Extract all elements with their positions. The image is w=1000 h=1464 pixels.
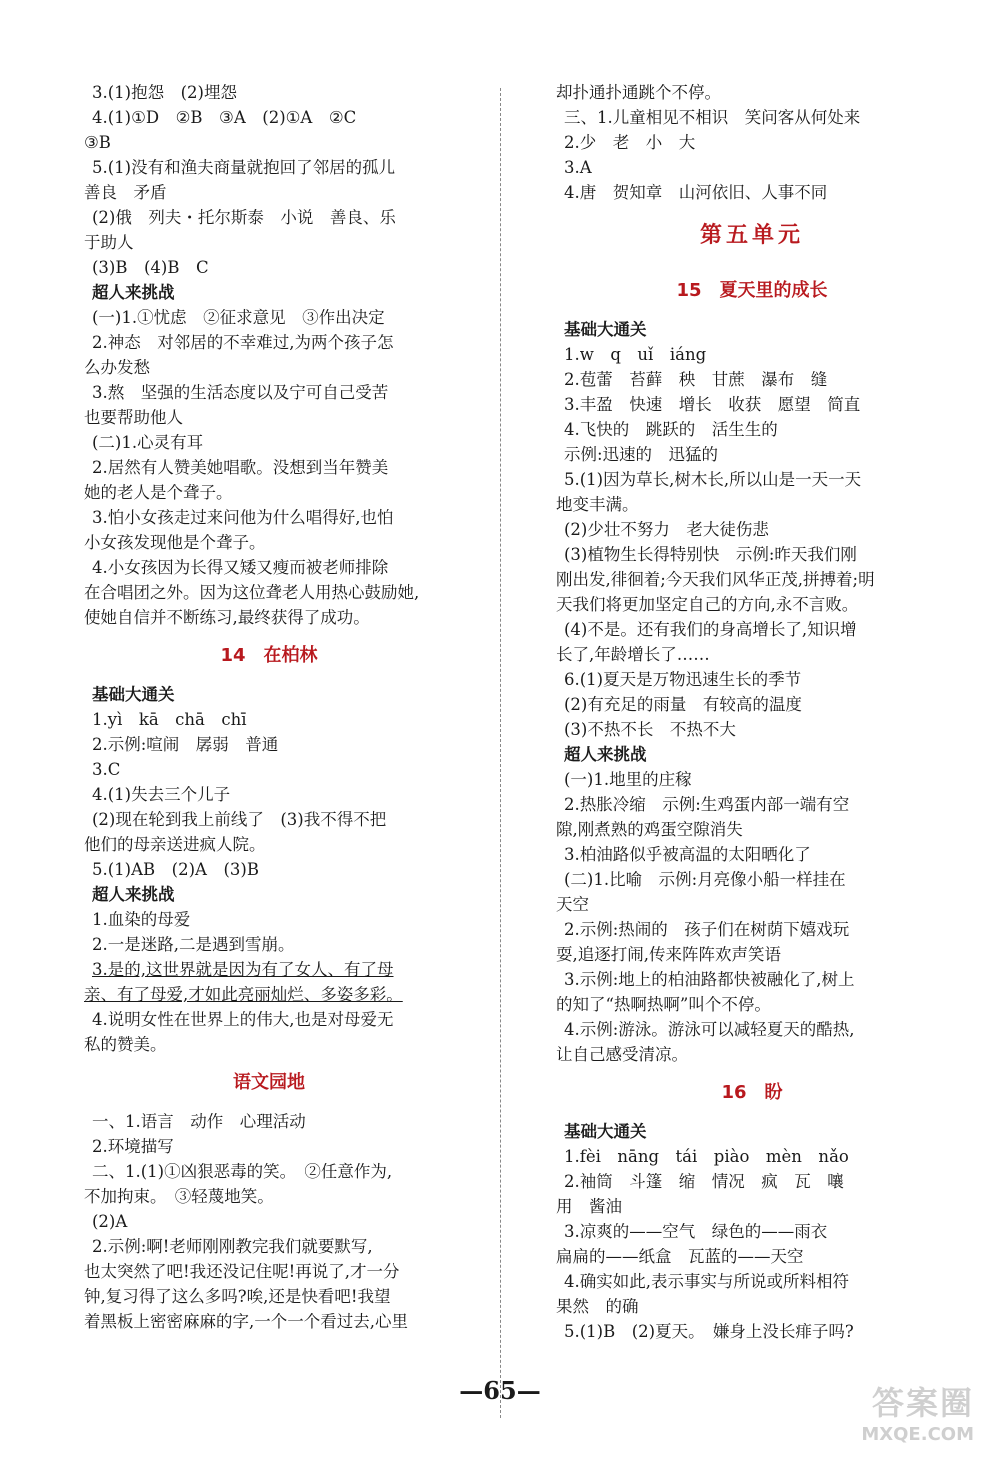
subsection-label: 基础大通关 bbox=[92, 685, 175, 704]
answer-line: 使她自信并不断练习,最终获得了成功。 bbox=[84, 608, 370, 627]
answer-line: 天空 bbox=[556, 895, 589, 914]
answer-line: 4.(1)①D ②B ③A (2)①A ②C bbox=[92, 108, 357, 127]
column-divider bbox=[500, 88, 501, 1418]
answer-line: (4)不是。还有我们的身高增长了,知识增 bbox=[564, 620, 857, 639]
section-heading: 15 夏天里的成长 bbox=[676, 280, 828, 301]
answer-line: (一)1.①忧虑 ②征求意见 ③作出决定 bbox=[92, 308, 385, 327]
answer-line: 3.是的,这世界就是因为有了女人、有了母 bbox=[92, 960, 394, 979]
subsection-label: 基础大通关 bbox=[564, 1122, 647, 1141]
answer-line: 4.(1)失去三个儿子 bbox=[92, 785, 231, 804]
answer-line: 3.C bbox=[92, 760, 121, 779]
answer-line: 却扑通扑通跳个不停。 bbox=[556, 83, 721, 102]
answer-line: 3.(1)抱怨 (2)埋怨 bbox=[92, 83, 237, 102]
answer-line: 3.丰盈 快速 增长 收获 愿望 简直 bbox=[564, 395, 861, 414]
answer-line: 2.一是迷路,二是遇到雪崩。 bbox=[92, 935, 295, 954]
answer-line: 果然 的确 bbox=[556, 1297, 639, 1316]
answer-line: (2)少壮不努力 老大徒伤悲 bbox=[564, 520, 769, 539]
answer-line: 5.(1)没有和渔夫商量就抱回了邻居的孤儿 bbox=[92, 158, 396, 177]
page-number: —65— bbox=[459, 1376, 541, 1405]
section-heading: 16 盼 bbox=[721, 1082, 783, 1103]
answer-line: (2)现在轮到我上前线了 (3)我不得不把 bbox=[92, 810, 387, 829]
right-column bbox=[556, 80, 948, 1344]
answer-line: 4.唐 贺知章 山河依旧、人事不同 bbox=[564, 183, 828, 202]
answer-line: 隙,刚煮熟的鸡蛋空隙消失 bbox=[556, 820, 743, 839]
answer-line: 地变丰满。 bbox=[556, 495, 639, 514]
answer-line: 3.示例:地上的柏油路都快被融化了,树上 bbox=[564, 970, 855, 989]
answer-line: 2.环境描写 bbox=[92, 1137, 174, 1156]
answer-line: 5.(1)AB (2)A (3)B bbox=[92, 860, 259, 879]
answer-line: (一)1.地里的庄稼 bbox=[564, 770, 692, 789]
answer-line: 他们的母亲送进疯人院。 bbox=[84, 835, 266, 854]
answer-line: 让自己感受清凉。 bbox=[556, 1045, 688, 1064]
answer-line: 4.示例:游泳。游泳可以减轻夏天的酷热, bbox=[564, 1020, 855, 1039]
answer-line: 也要帮助他人 bbox=[84, 408, 183, 427]
answer-line: 3.怕小女孩走过来问他为什么唱得好,也怕 bbox=[92, 508, 394, 527]
answer-line: 三、1.儿童相见不相识 笑问客从何处来 bbox=[564, 108, 861, 127]
answer-line: 4.小女孩因为长得又矮又瘦而被老师排除 bbox=[92, 558, 389, 577]
answer-line: 2.袖筒 斗篷 缩 情况 疯 瓦 嚷 bbox=[564, 1172, 844, 1191]
answer-line: 4.飞快的 跳跃的 活生生的 bbox=[564, 420, 778, 439]
answer-line: 长了,年龄增长了…… bbox=[556, 645, 710, 664]
answer-line: 么办发愁 bbox=[84, 358, 150, 377]
answer-line: 2.示例:喧闹 孱弱 普通 bbox=[92, 735, 279, 754]
answer-line: (2)A bbox=[92, 1212, 128, 1231]
answer-line: 钟,复习得了这么多吗?唉,还是快看吧!我望 bbox=[84, 1287, 391, 1306]
answer-line: 不加拘束。 ③轻蔑地笑。 bbox=[84, 1187, 274, 1206]
answer-line: 一、1.语言 动作 心理活动 bbox=[92, 1112, 306, 1131]
answer-line: 亲、有了母爱,才如此亮丽灿烂、多姿多彩。 bbox=[84, 985, 403, 1004]
answer-line: 私的赞美。 bbox=[84, 1035, 167, 1054]
answer-line: 1.w q uǐ iáng bbox=[564, 345, 707, 364]
answer-line: 3.熬 坚强的生活态度以及宁可自己受苦 bbox=[92, 383, 389, 402]
answer-line: 3.凉爽的——空气 绿色的——雨衣 bbox=[564, 1222, 828, 1241]
answer-line: 2.居然有人赞美她唱歌。没想到当年赞美 bbox=[92, 458, 389, 477]
answer-line: 善良 矛盾 bbox=[84, 183, 167, 202]
answer-line: 2.苞蕾 苔藓 秧 甘蔗 瀑布 缝 bbox=[564, 370, 828, 389]
answer-line: (3)植物生长得特别快 示例:昨天我们刚 bbox=[564, 545, 857, 564]
answer-line: 3.A bbox=[564, 158, 592, 177]
watermark bbox=[824, 1378, 974, 1448]
answer-line: 1.血染的母爱 bbox=[92, 910, 191, 929]
answer-line: 3.柏油路似乎被高温的太阳晒化了 bbox=[564, 845, 811, 864]
answer-line: (3)B (4)B C bbox=[92, 258, 209, 277]
answer-line: 刚出发,徘徊着;今天我们风华正茂,拼搏着;明 bbox=[556, 570, 875, 589]
answer-line: (2)有充足的雨量 有较高的温度 bbox=[564, 695, 802, 714]
answer-line: 在合唱团之外。因为这位聋老人用热心鼓励她, bbox=[84, 583, 420, 602]
answer-line: 着黑板上密密麻麻的字,一个一个看过去,心里 bbox=[84, 1312, 408, 1331]
subsection-label: 超人来挑战 bbox=[92, 283, 175, 302]
answer-line: 2.示例:啊!老师刚刚教完我们就要默写, bbox=[92, 1237, 373, 1256]
answer-line: (3)不热不长 不热不大 bbox=[564, 720, 736, 739]
answer-line: 4.确实如此,表示事实与所说或所料相符 bbox=[564, 1272, 849, 1291]
answer-line: 耍,追逐打闹,传来阵阵欢声笑语 bbox=[556, 945, 781, 964]
unit-heading: 第五单元 bbox=[699, 222, 804, 248]
watermark-logo-text: 答案圈 bbox=[871, 1384, 974, 1422]
section-heading: 语文园地 bbox=[233, 1072, 305, 1093]
section-heading: 14 在柏林 bbox=[220, 645, 318, 666]
answer-line: 用 酱油 bbox=[556, 1197, 622, 1216]
answer-line: 二、1.(1)①凶狠恶毒的笑。 ②任意作为, bbox=[92, 1162, 393, 1181]
answer-line: 1.fèi nāng tái piào mèn nǎo bbox=[564, 1147, 849, 1166]
answer-line: 天我们将更加坚定自己的方向,永不言败。 bbox=[556, 595, 859, 614]
answer-line: 6.(1)夏天是万物迅速生长的季节 bbox=[564, 670, 802, 689]
answer-line: 的知了“热啊热啊”叫个不停。 bbox=[556, 995, 771, 1014]
subsection-label: 超人来挑战 bbox=[564, 745, 647, 764]
answer-line: 小女孩发现他是个聋子。 bbox=[84, 533, 266, 552]
answer-line: (2)俄 列夫・托尔斯泰 小说 善良、乐 bbox=[92, 208, 396, 227]
answer-line: 2.热胀冷缩 示例:生鸡蛋内部一端有空 bbox=[564, 795, 850, 814]
answer-line: 示例:迅速的 迅猛的 bbox=[564, 445, 719, 464]
watermark-url: MXQE.COM bbox=[861, 1424, 974, 1445]
answer-line: 5.(1)因为草长,树木长,所以山是一天一天 bbox=[564, 470, 862, 489]
subsection-label: 基础大通关 bbox=[564, 320, 647, 339]
answer-line: 5.(1)B (2)夏天。 嫌身上没长痱子吗? bbox=[564, 1322, 854, 1341]
left-column bbox=[84, 80, 454, 1334]
subsection-label: 超人来挑战 bbox=[92, 885, 175, 904]
answer-line: 也太突然了吧!我还没记住呢!再说了,才一分 bbox=[84, 1262, 400, 1281]
answer-line: 她的老人是个聋子。 bbox=[84, 483, 233, 502]
answer-line: 1.yì kā chā chī bbox=[92, 710, 247, 729]
answer-line: 扁扁的——纸盒 瓦蓝的——天空 bbox=[556, 1247, 804, 1266]
answer-line: 于助人 bbox=[84, 233, 134, 252]
answer-line: ③B bbox=[84, 133, 111, 152]
answer-line: 2.示例:热闹的 孩子们在树荫下嬉戏玩 bbox=[564, 920, 850, 939]
answer-line: 2.神态 对邻居的不幸难过,为两个孩子怎 bbox=[92, 333, 394, 352]
answer-line: 2.少 老 小 大 bbox=[564, 133, 696, 152]
answer-line: (二)1.比喻 示例:月亮像小船一样挂在 bbox=[564, 870, 846, 889]
answer-line: (二)1.心灵有耳 bbox=[92, 433, 204, 452]
answer-line: 4.说明女性在世界上的伟大,也是对母爱无 bbox=[92, 1010, 394, 1029]
